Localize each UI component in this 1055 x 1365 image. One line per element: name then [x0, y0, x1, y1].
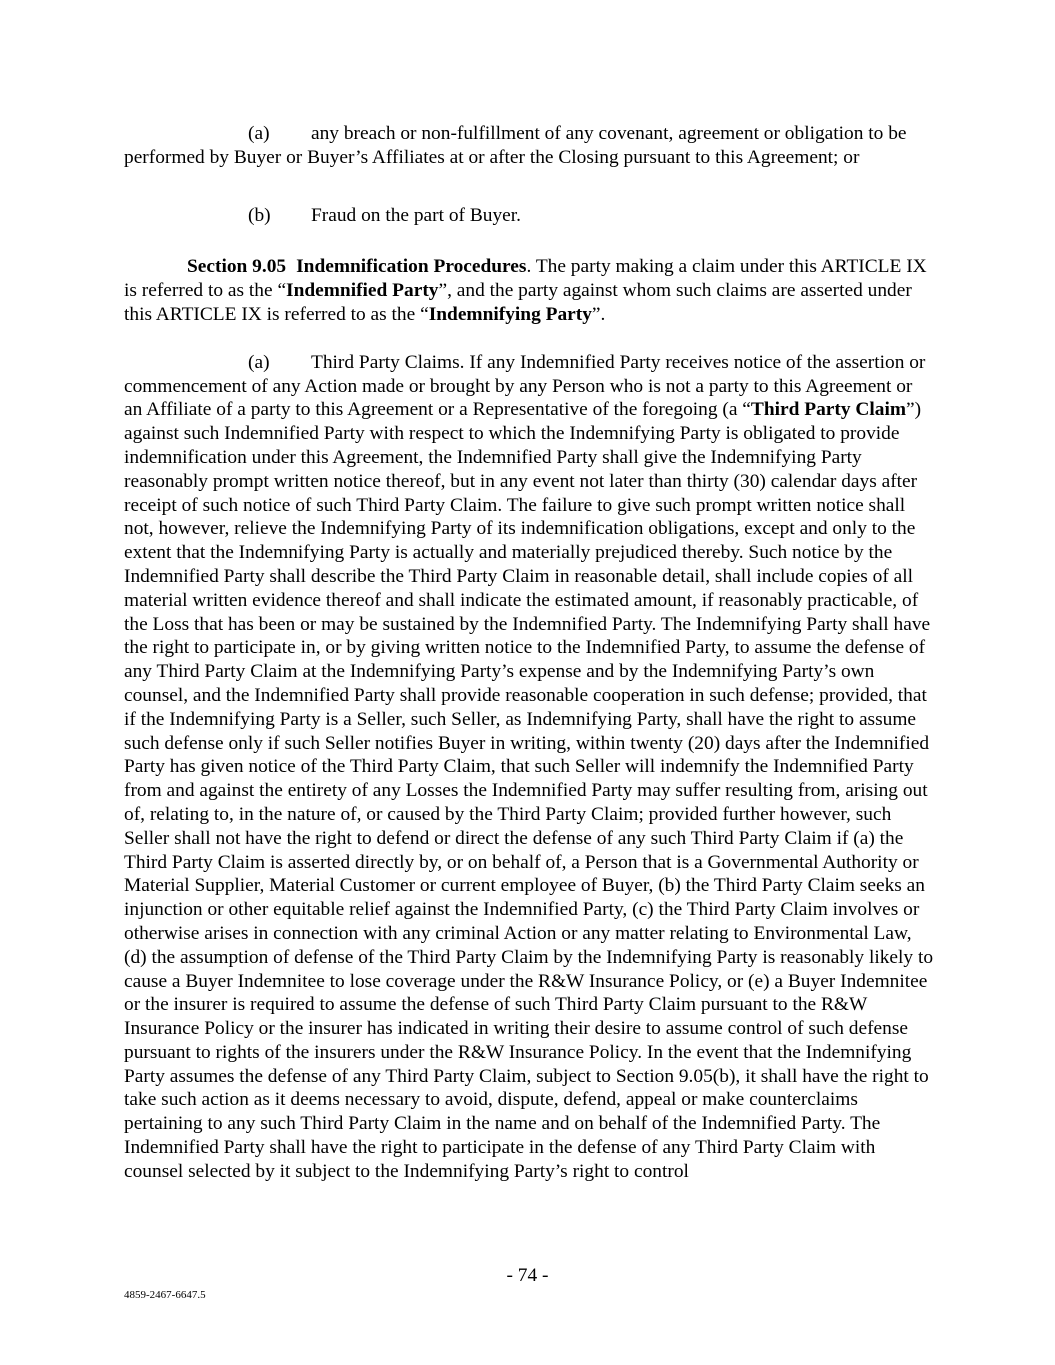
- paragraph-third-party-claims: (a) Third Party Claims. If any Indemnified Party receives notice of the assertion or commencement of any Action made or brought by any Person who is not a party to this Agreement or an Affiliate of a party to this Agreement or a Representative of the foregoing (a “Third Party Claim”) against such Indemnified Party with respect to which the Indemnifying Party is obligated to provide indemnification under this Agreement, the Indemnified Party shall give the Indemnifying Party reasonably prompt written notice thereof, but in any event not later than thirty (30) calendar days after receipt of such notice of such Third Party Claim. The failure to give such prompt written notice shall not, however, relieve the Indemnifying Party of its indemnification obligations, except and only to the extent that the Indemnifying Party is actually and materially prejudiced thereby. Such notice by the Indemnified Party shall describe the Third Party Claim in reasonable detail, shall include copies of all material written evidence thereof and shall indicate the estimated amount, if reasonably practicable, of the Loss that has been or may be sustained by the Indemnified Party. The Indemnifying Party shall have the right to participate in, or by giving written notice to the Indemnified Party, to assume the defense of any Third Party Claim at the Indemnifying Party’s expense and by the Indemnifying Party’s own counsel, and the Indemnified Party shall provide reasonable cooperation in such defense; provided, that if the Indemnifying Party is a Seller, such Seller, as Indemnifying Party, shall have the right to assume such defense only if such Seller notifies Buyer in writing, within twenty (20) days after the Indemnified Party has given notice of the Third Party Claim, that such Seller will indemnify the Indemnified Party from and against the entirety of any Losses the Indemnified Party may suffer resulting from, arising out of, relating to, in the nature of, or caused by the Third Party Claim; provided further however, such Seller shall not have the right to defend or direct the defense of any such Third Party Claim if (a) the Third Party Claim is asserted directly by, or on behalf of, a Person that is a Governmental Authority or Material Supplier, Material Customer or current employee of Buyer, (b) the Third Party Claim seeks an injunction or other equitable relief against the Indemnified Party, (c) the Third Party Claim involves or otherwise arises in connection with any criminal Action or any matter relating to Environmental Law, (d) the assumption of defense of the Third Party Claim by the Indemnifying Party is reasonably likely to cause a Buyer Indemnitee to lose coverage under the R&W Insurance Policy, or (e) a Buyer Indemnitee or the insurer is required to assume the defense of such Third Party Claim pursuant to the R&W Insurance Policy or the insurer has indicated in writing their desire to assume control of such defense pursuant to rights of the insurers under the R&W Insurance Policy. In the event that the Indemnifying Party assumes the defense of any Third Party Claim, subject to Section 9.05(b), it shall have the right to take such action as it deems necessary to avoid, dispute, defend, appeal or make counterclaims pertaining to any such Third Party Claim in the name and on behalf of the Indemnified Party. The Indemnified Party shall have the right to participate in the defense of any Third Party Claim with counsel selected by it subject to the Indemnifying Party’s right to control: [124, 351, 934, 1182]
- section-number: Section 9.05: [187, 256, 287, 278]
- page-number: - 74 -: [506, 1265, 549, 1286]
- paragraph-text: any breach or non-fulfillment of any covenant, agreement or obligation to be performed by Buyer or Buyer’s Affiliates at or after the Closing pursuant to this Agreement; or: [124, 123, 907, 168]
- paragraph-marker: (b): [248, 204, 271, 226]
- defined-term-indemnifying-party: Indemnifying Party: [428, 303, 592, 325]
- paragraph-b-fraud: [124, 204, 934, 228]
- paragraph-marker: (a): [248, 123, 270, 144]
- section-title: Indemnification Procedures: [296, 256, 527, 278]
- paragraph-marker: (a): [248, 351, 270, 373]
- section-9-05: Section 9.05 Indemnification Procedures. The party making a claim under this ARTICLE IX is referred to as the “Indemnified Party”, and the party against whom such claims are asserted under this ARTICLE IX is referred to as the “Indemnifying Party”.: [124, 256, 927, 325]
- document-id: 4859-2467-6647.5: [124, 1289, 206, 1301]
- paragraph-text: Fraud on the part of Buyer.: [311, 204, 522, 226]
- document-page: [124, 122, 934, 1184]
- defined-term-indemnified-party: Indemnified Party: [286, 280, 439, 302]
- paragraph-a-breach: [124, 122, 934, 170]
- defined-term-third-party-claim: Third Party Claim: [750, 399, 907, 421]
